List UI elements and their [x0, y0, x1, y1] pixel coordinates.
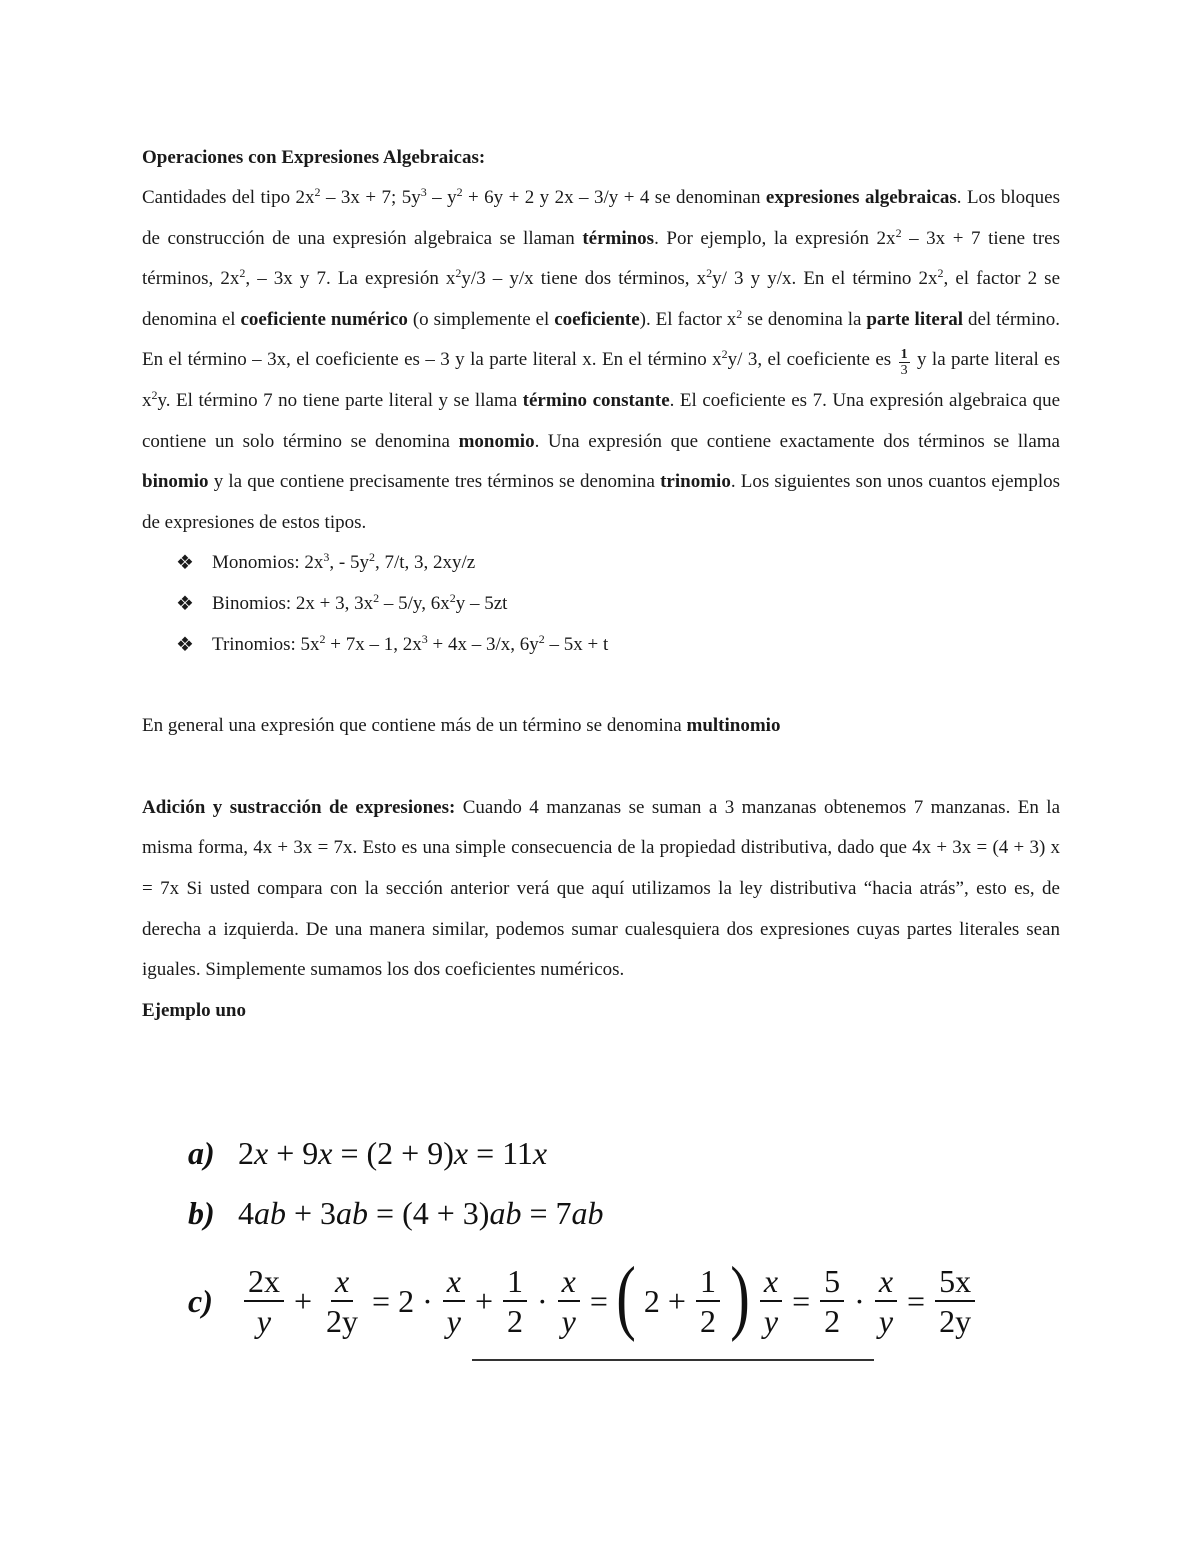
fraction: $\frac{x}{2y}$ — [326, 1263, 359, 1339]
horizontal-rule — [472, 1359, 874, 1361]
list-item-trinomios: ❖ Trinomios: $5x^2 + 7x - 1$, $2x^3 + 4x - 3/x$, $6y^2 - 5x + t$ — [142, 625, 1060, 666]
fraction: $\frac{1}{2}$ — [696, 1262, 720, 1340]
fraction: $\frac{x}{y}$ — [875, 1262, 897, 1340]
list-item-binomios: ❖ Binomios: 2x + 3, $3x^2 - 5/y$, $6x^2y - 5zt$ — [142, 584, 1060, 625]
document-page — [142, 138, 1060, 1031]
fraction: $\frac{x}{y}$ — [558, 1262, 580, 1340]
example-b: b) 4ab + 3ab = (4 + 3)ab = 7ab — [188, 1195, 604, 1231]
paragraph-definitions: Cantidades del tipo $2x^2 - 3x + 7$; $5y^3 - y^2 + 6y + 2$ y 2x – 3/y + 4 se denominan expresiones algebraicas. Los bloques de construcción de una expresión algebraica se llaman términos. Por ejemplo, la expresión $2x^2 - 3x + 7$ tiene tres términos, $2x^2$, – 3x y 7. La expresión $x^2y/3 - y/x$ tiene dos términos, $x^2y/$ 3 y y/x. En el término $2x^2$, el factor 2 se denomina el coeficiente numérico (o simplemente el coeficiente). El factor $x^2$ se denomina la parte literal del término. En el término – 3x, el coeficiente es – 3 y la parte literal x. En el término $x^2y/$ 3, el coeficiente es $\frac{1}{3}$ y la parte literal es $x^2y$. El término 7 no tiene parte literal y se llama término constante. El coeficiente es 7. Una expresión algebraica que contiene un solo término se denomina monomio. Una expresión que contiene exactamente dos términos se llama binomio y la que contiene precisamente tres términos se denomina trinomio. Los siguientes son unos cuantos ejemplos de expresiones de estos tipos. — [142, 185, 1061, 533]
fraction: $\frac{1}{2}$ — [503, 1262, 527, 1340]
fraction: $\frac{5}{2}$ — [820, 1262, 844, 1340]
examples-list — [142, 543, 1060, 665]
diamond-bullet-icon: ❖ — [176, 592, 194, 615]
example-title: Ejemplo uno — [142, 999, 246, 1021]
fraction: $\frac{x}{y}$ — [443, 1262, 465, 1340]
paragraph-addition: Adición y sustracción de expresiones: Cuando 4 manzanas se suman a 3 manzanas obtenemos 7 manzanas. En la misma forma, 4x + 3x = 7x. Esto es una simple consecuencia de la propiedad distributiva, dado que 4x + 3x = (4 + 3) x = 7x Si usted compara con la sección anterior verá que aquí utilizamos la ley distributiva “hacia atrás”, esto es, de derecha a izquierda. De una manera similar, podemos sumar cualesquiera dos expresiones cuyas partes literales sean iguales. Simplemente sumamos los dos coeficientes numéricos. — [142, 796, 1061, 981]
section-title: Operaciones con Expresiones Algebraicas: — [142, 147, 486, 168]
example-a: a) 2x + 9x = (2 + 9)x = 11x — [188, 1135, 548, 1171]
fraction-one-third: $\frac{1}{3}$ — [900, 347, 908, 379]
paragraph-multinomio: En general una expresión que contiene más de un término se denomina multinomio — [142, 715, 781, 737]
fraction: $\frac{x}{y}$ — [760, 1262, 782, 1340]
diamond-bullet-icon: ❖ — [176, 552, 194, 575]
fraction: $\frac{5x}{2y}$ — [935, 1262, 975, 1340]
list-item-monomios: ❖ Monomios: $2x^3$, - $5y^2$, 7/t, 3, 2xy/z — [142, 543, 1060, 584]
diamond-bullet-icon: ❖ — [176, 633, 194, 656]
fraction: $\frac{2x}{y}$ — [244, 1262, 284, 1340]
example-c: c) $\frac{2x}{y}$ + $\frac{x}{2y}$ = 2 · $\frac{x}{y}$ + $\frac{1}{2}$ · $\frac{x}{y}$ =( 2 + $\frac{1}{2}$ ) $\frac{x}{y}$ = $\frac{5}{2}$ · $\frac{x}{y}$ = $\frac{5x}{2y}$ — [188, 1262, 981, 1340]
